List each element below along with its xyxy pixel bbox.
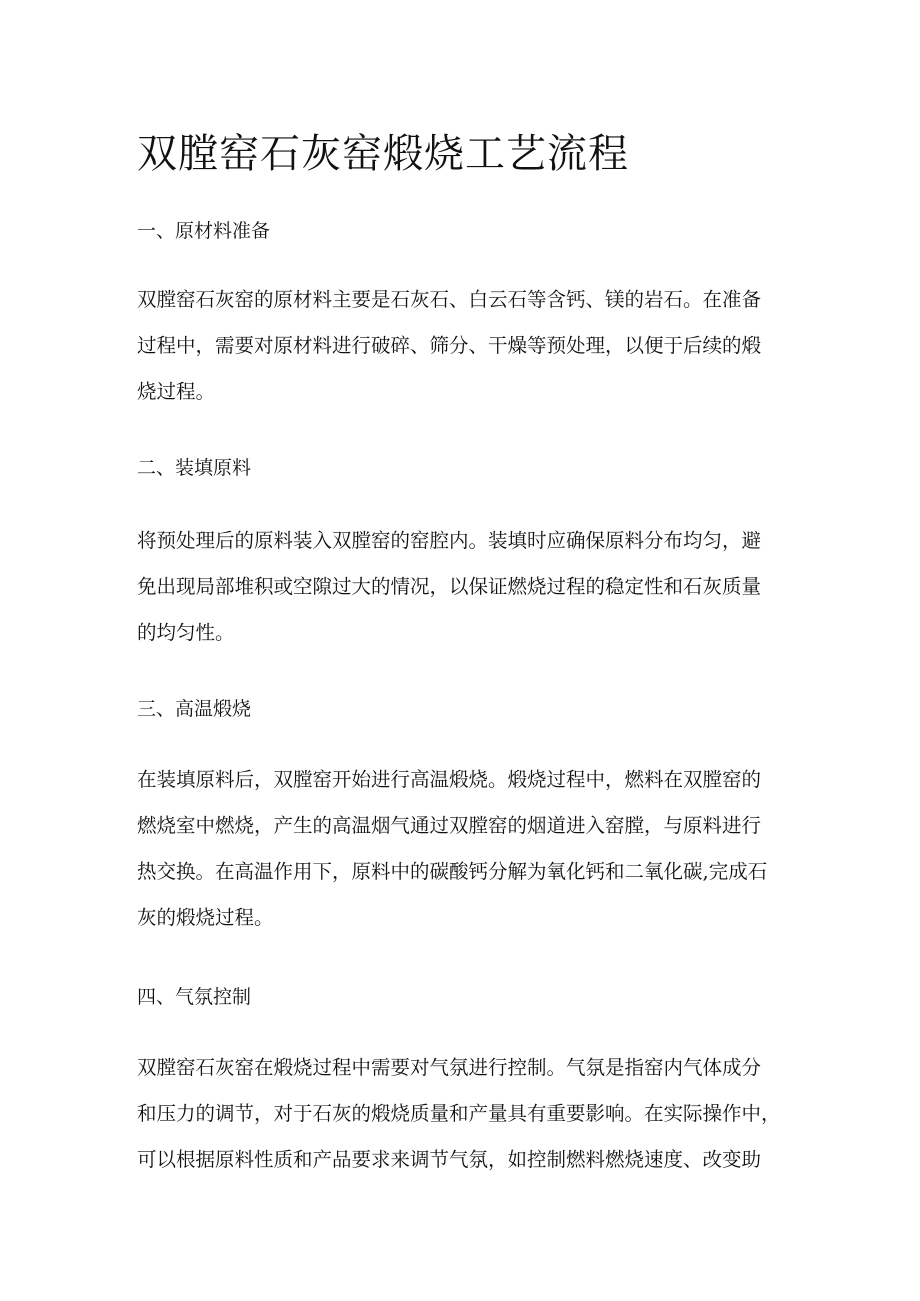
- paragraph-line: 烧过程。: [137, 380, 216, 403]
- paragraph-line: 过程中，需要对原材料进行破碎、筛分、干燥等预处理，以便于后续的煅: [137, 334, 762, 357]
- paragraph-line: 双膛窑石灰窑的原材料主要是石灰石、白云石等含钙、镁的岩石。在准备: [137, 288, 762, 311]
- paragraph-line: 可以根据原料性质和产品要求来调节气氛，如控制燃料燃烧速度、改变助: [137, 1148, 762, 1171]
- section-heading-2: 二、装填原料: [137, 457, 252, 479]
- paragraph-line: 免出现局部堆积或空隙过大的情况，以保证燃烧过程的稳定性和石灰质量: [137, 575, 762, 598]
- section-heading-3: 三、高温煅烧: [137, 698, 252, 720]
- paragraph-line: 的均匀性。: [137, 621, 235, 644]
- paragraph-line: 在装填原料后，双膛窑开始进行高温煅烧。煅烧过程中，燃料在双膛窑的: [137, 768, 762, 791]
- document-title: 双膛窑石灰窑煅烧工艺流程: [137, 131, 629, 177]
- section-heading-4: 四、气氛控制: [137, 986, 252, 1008]
- section-paragraph-3: [137, 757, 785, 941]
- section-paragraph-2: [137, 518, 785, 656]
- paragraph-line: 灰的煅烧过程。: [137, 906, 274, 929]
- paragraph-line: 热交换。在高温作用下，原料中的碳酸钙分解为氧化钙和二氧化碳,完成石: [137, 860, 768, 883]
- section-heading-1: 一、原材料准备: [137, 220, 271, 242]
- paragraph-line: 双膛窑石灰窑在煅烧过程中需要对气氛进行控制。气氛是指窑内气体成分: [137, 1056, 762, 1079]
- paragraph-line: 将预处理后的原料装入双膛窑的窑腔内。装填时应确保原料分布均匀，避: [137, 529, 762, 552]
- paragraph-line: 燃烧室中燃烧，产生的高温烟气通过双膛窑的烟道进入窑膛，与原料进行: [137, 814, 762, 837]
- section-paragraph-4: [137, 1045, 785, 1183]
- paragraph-line: 和压力的调节，对于石灰的煅烧质量和产量具有重要影响。在实际操作中，: [137, 1102, 781, 1125]
- section-paragraph-1: [137, 277, 785, 415]
